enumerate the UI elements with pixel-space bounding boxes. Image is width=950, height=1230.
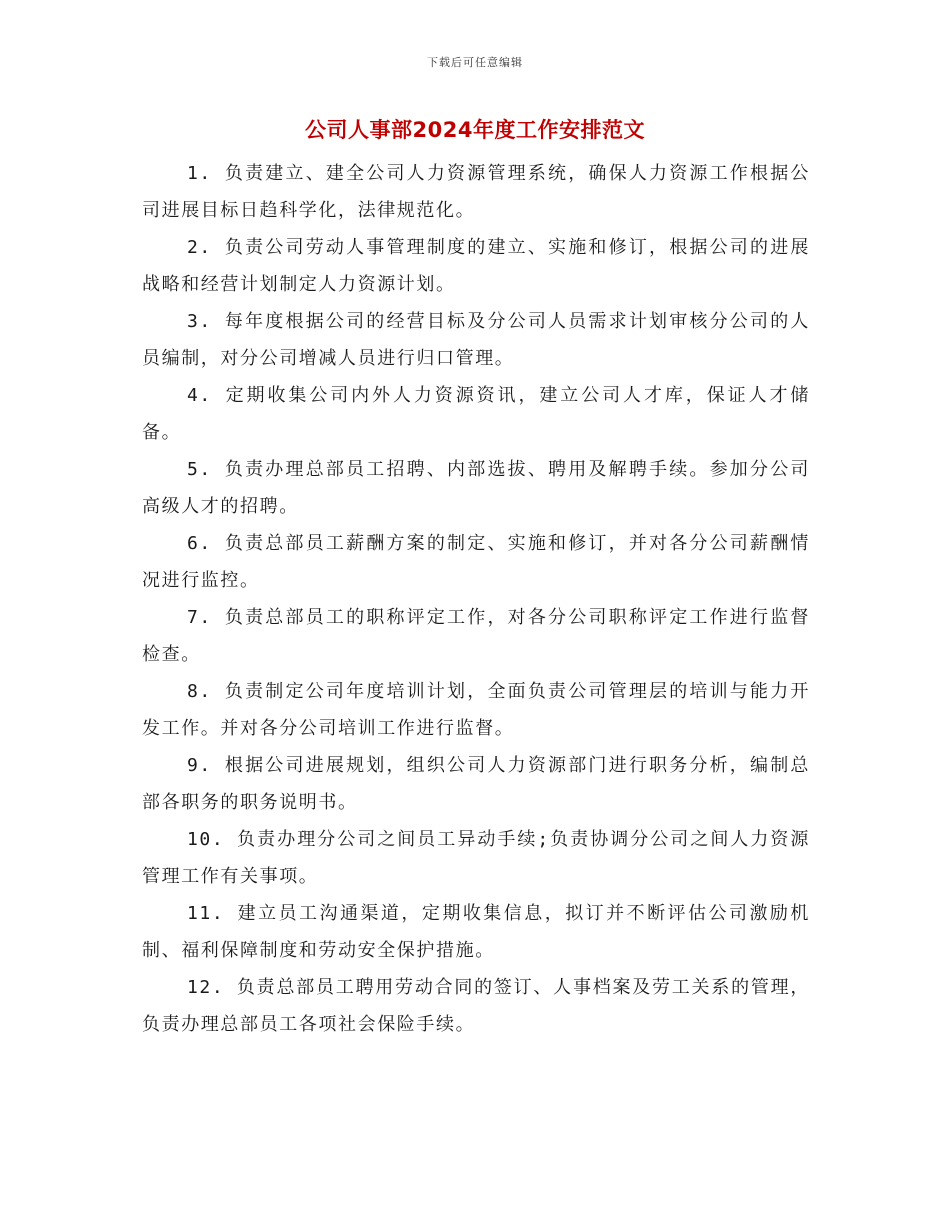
paragraph-1: 1. 负责建立、建全公司人力资源管理系统，确保人力资源工作根据公司进展目标日趋科学化，法律规范化。 bbox=[142, 163, 810, 221]
document-body bbox=[142, 155, 810, 1043]
paragraph-2: 2. 负责公司劳动人事管理制度的建立、实施和修订，根据公司的进展战略和经营计划制定人力资源计划。 bbox=[142, 237, 810, 295]
header-note: 下载后可任意编辑 bbox=[427, 56, 523, 69]
paragraph-10: 10. 负责办理分公司之间员工异动手续;负责协调分公司之间人力资源管理工作有关事项。 bbox=[142, 829, 810, 887]
paragraph-12: 12. 负责总部员工聘用劳动合同的签订、人事档案及劳工关系的管理，负责办理总部员工各项社会保险手续。 bbox=[142, 977, 810, 1035]
paragraph-6: 6. 负责总部员工薪酬方案的制定、实施和修订，并对各分公司薪酬情况进行监控。 bbox=[142, 533, 810, 591]
paragraph-9: 9. 根据公司进展规划，组织公司人力资源部门进行职务分析，编制总部各职务的职务说明书。 bbox=[142, 755, 810, 813]
paragraph-4: 4. 定期收集公司内外人力资源资讯，建立公司人才库，保证人才储备。 bbox=[142, 385, 810, 443]
paragraph-7: 7. 负责总部员工的职称评定工作，对各分公司职称评定工作进行监督检查。 bbox=[142, 607, 810, 665]
paragraph-8: 8. 负责制定公司年度培训计划，全面负责公司管理层的培训与能力开发工作。并对各分公司培训工作进行监督。 bbox=[142, 681, 810, 739]
paragraph-11: 11. 建立员工沟通渠道，定期收集信息，拟订并不断评估公司激励机制、福利保障制度和劳动安全保护措施。 bbox=[142, 903, 810, 961]
paragraph-5: 5. 负责办理总部员工招聘、内部选拔、聘用及解聘手续。参加分公司高级人才的招聘。 bbox=[142, 459, 810, 517]
paragraph-3: 3. 每年度根据公司的经营目标及分公司人员需求计划审核分公司的人员编制，对分公司增减人员进行归口管理。 bbox=[142, 311, 810, 369]
document-title: 公司人事部2024年度工作安排范文 bbox=[305, 118, 645, 142]
